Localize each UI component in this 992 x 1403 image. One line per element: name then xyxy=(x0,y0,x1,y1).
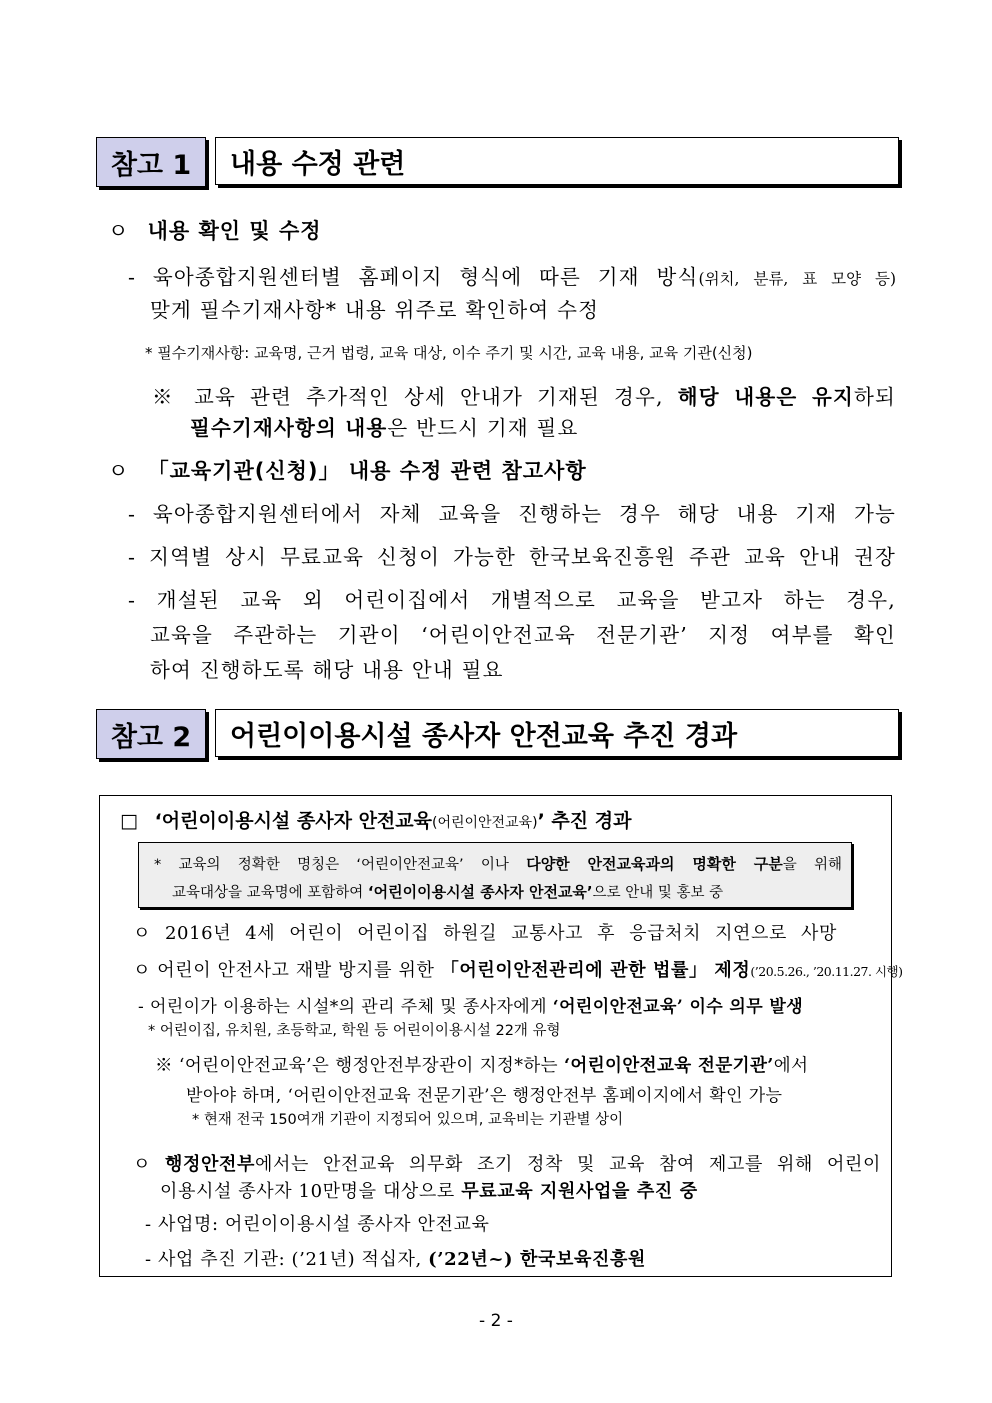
box-bullet7 xyxy=(145,1245,646,1271)
bullet1-heading-row xyxy=(108,215,322,245)
bullet1-remark2-b: 은 반드시 기재 필요 xyxy=(387,416,579,440)
box-bullet5-line2-b: 무료교육 지원사업을 추진 중 xyxy=(461,1181,698,1202)
box-bullet5-line1 xyxy=(133,1150,881,1176)
box-bullet2-b: 「어린이안전관리에 관한 법률」 제정 xyxy=(440,960,751,981)
box-bullet3 xyxy=(138,992,803,1017)
box-bullet7-b: (’22년~) 한국보육진흥원 xyxy=(428,1249,646,1270)
box-bullet2-a: ㅇ 어린이 안전사고 재발 방지를 위한 xyxy=(133,960,441,981)
box-bullet4-b: ‘어린이안전교육 전문기관’ xyxy=(563,1056,774,1076)
box-bullet2-c: (’20.5.26., ’20.11.27. 시행) xyxy=(750,964,903,979)
box-bullet5-line2-a: 이용시설 종사자 10만명을 대상으로 xyxy=(160,1181,462,1202)
box-bullet1: ㅇ 2016년 4세 어린이 어린이집 하원길 교통사고 후 응급처치 지연으로 사망 xyxy=(133,923,837,944)
bullet1-remark-c: 하되 xyxy=(853,385,896,409)
box-note1-b: 다양한 안전교육과의 명확한 구분 xyxy=(526,855,783,873)
box-bullet4-note: * 현재 전국 150여개 기관이 지정되어 있으며, 교육비는 기관별 상이 xyxy=(192,1112,624,1128)
bullet1-remark2-a: 필수기재사항의 내용 xyxy=(190,416,388,440)
box-note-line2 xyxy=(172,881,723,902)
box-heading-marker: □ xyxy=(120,810,138,832)
bullet2-item1: - 육아종합지원센터에서 자체 교육을 진행하는 경우 해당 내용 기재 가능 xyxy=(128,502,896,526)
box-heading-a: ‘어린이이용시설 종사자 안전교육 xyxy=(154,810,432,832)
box-note2-a: 교육대상을 교육명에 포함하여 xyxy=(172,885,368,901)
section1-title: 내용 수정 관련 xyxy=(230,148,406,180)
box-bullet4-c: 에서 xyxy=(773,1056,809,1076)
section2-tag-label: 참고 2 xyxy=(110,721,192,753)
bullet1-remark-b: 해당 내용은 유지 xyxy=(677,385,854,409)
bullet2-item3-line3: 하여 진행하도록 해당 내용 안내 필요 xyxy=(150,658,504,682)
bullet1-marker: ㅇ xyxy=(108,219,130,243)
bullet2-heading-row xyxy=(108,455,587,485)
box-bullet2 xyxy=(133,956,902,982)
box-bullet3-b: ‘어린이안전교육’ 이수 의무 발생 xyxy=(552,997,804,1017)
box-bullet4-a: ※ ‘어린이안전교육’은 행정안전부장관이 지정*하는 xyxy=(155,1056,564,1076)
box-bullet3-a: - 어린이가 이용하는 시설*의 관리 주체 및 종사자에게 xyxy=(138,997,553,1017)
section2-tag xyxy=(96,709,206,759)
box-bullet6: - 사업명: 어린이이용시설 종사자 안전교육 xyxy=(145,1214,490,1235)
box-bullet4-line2: 받아야 하며, ‘어린이안전교육 전문기관’은 행정안전부 홈페이지에서 확인 가능 xyxy=(186,1086,783,1106)
box-heading-c: ’ 추진 경과 xyxy=(537,810,632,832)
box-bullet3-note: * 어린이집, 유치원, 초등학교, 학원 등 어린이이용시설 22개 유형 xyxy=(148,1023,561,1039)
bullet1-item1-line1 xyxy=(128,260,896,290)
bullet1-item1-text: - 육아종합지원센터별 홈페이지 형식에 따른 기재 방식 xyxy=(128,265,699,289)
box-bullet5-b: 행정안전부 xyxy=(165,1154,255,1175)
box-note-line1 xyxy=(154,853,842,874)
box-bullet7-a: - 사업 추진 기관: (’21년) 적십자, xyxy=(145,1249,429,1270)
box-bullet5-a: ㅇ xyxy=(133,1154,166,1175)
box-note1-c: 을 위해 xyxy=(782,857,843,873)
bullet2-heading: 「교육기관(신청)」 내용 수정 관련 참고사항 xyxy=(147,459,587,483)
box-note1-a: * 교육의 정확한 명칭은 ‘어린이안전교육’ 이나 xyxy=(154,857,527,873)
bullet1-note: * 필수기재사항: 교육명, 근거 법령, 교육 대상, 이수 주기 및 시간, 교육 내용, 교육 기관(신청) xyxy=(145,344,753,362)
section2-title: 어린이이용시설 종사자 안전교육 추진 경과 xyxy=(230,720,738,752)
bullet1-remark-a: ※ 교육 관련 추가적인 상세 안내가 기재된 경우, xyxy=(152,385,678,409)
section1-tag xyxy=(96,137,206,187)
bullet1-item1-paren: (위치, 분류, 표 모양 등) xyxy=(698,270,896,288)
section1-tag-label: 참고 1 xyxy=(110,149,192,181)
box-heading xyxy=(120,806,631,833)
bullet2-item2: - 지역별 상시 무료교육 신청이 가능한 한국보육진흥원 주관 교육 안내 권장 xyxy=(128,545,896,569)
section1-title-box xyxy=(215,137,899,185)
box-bullet5-line2 xyxy=(160,1177,698,1203)
bullet1-remark-line1 xyxy=(152,380,896,410)
bullet1-heading: 내용 확인 및 수정 xyxy=(147,219,322,243)
page-number: - 2 - xyxy=(479,1311,513,1331)
box-bullet5-c: 에서는 안전교육 의무화 조기 정착 및 교육 참여 제고를 위해 어린이 xyxy=(254,1154,882,1175)
section2-title-box xyxy=(215,709,899,757)
bullet2-marker: ㅇ xyxy=(108,459,130,483)
bullet2-item3-line1: - 개설된 교육 외 어린이집에서 개별적으로 교육을 받고자 하는 경우, xyxy=(128,588,896,612)
box-note2-b: ‘어린이이용시설 종사자 안전교육’ xyxy=(367,883,593,901)
box-heading-b: (어린이안전교육) xyxy=(431,815,538,831)
bullet2-item3-line2: 교육을 주관하는 기관이 ‘어린이안전교육 전문기관’ 지정 여부를 확인 xyxy=(150,623,896,647)
box-bullet4-line1 xyxy=(155,1052,808,1077)
bullet1-item1-line2: 맞게 필수기재사항* 내용 위주로 확인하여 수정 xyxy=(150,298,600,322)
box-note2-c: 으로 안내 및 홍보 중 xyxy=(592,885,724,901)
bullet1-remark-line2 xyxy=(190,411,579,441)
